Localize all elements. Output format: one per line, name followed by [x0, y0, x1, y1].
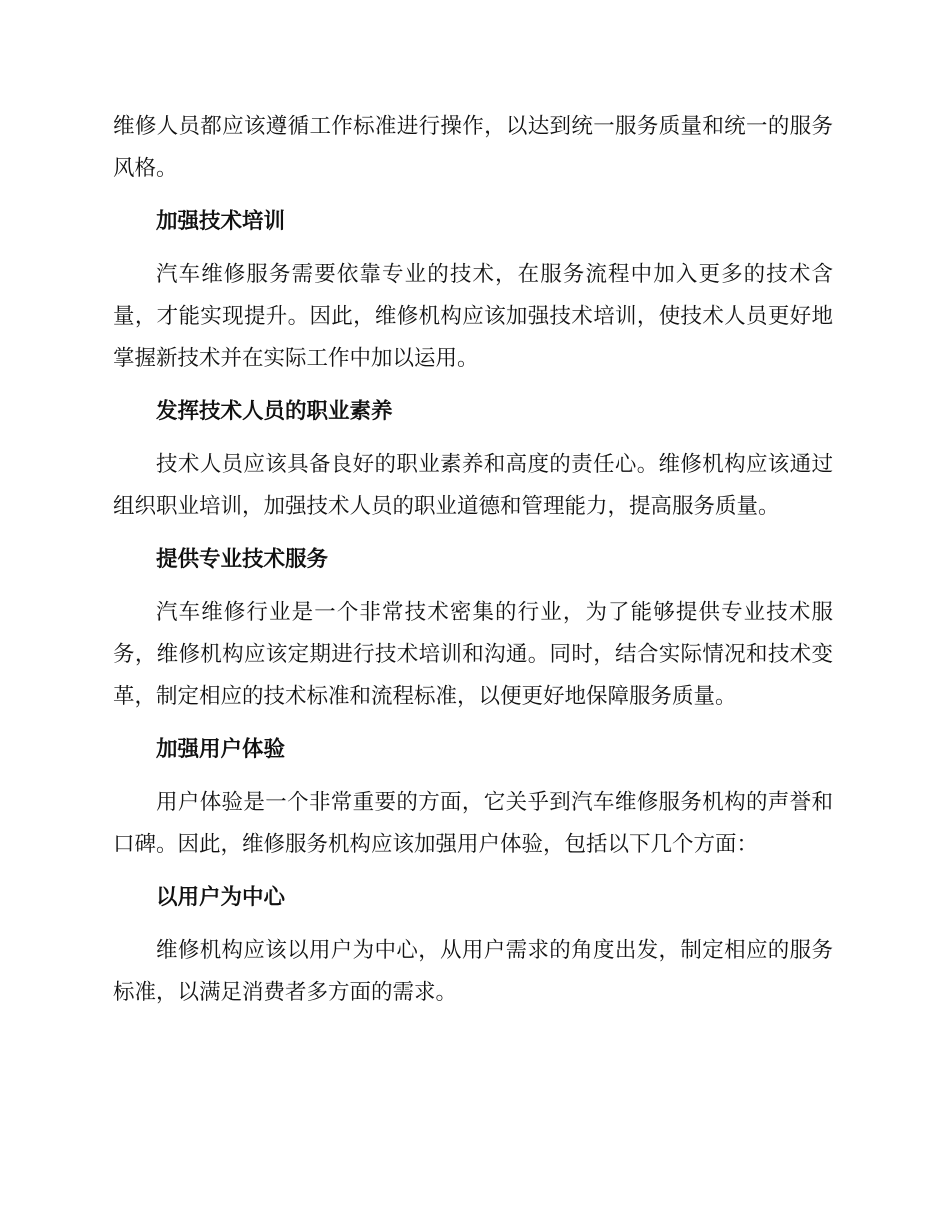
paragraph-professional-quality: 技术人员应该具备良好的职业素养和高度的责任心。维修机构应该通过组织职业培训，加强技术人员的职业道德和管理能力，提高服务质量。 — [113, 452, 833, 519]
heading-technical-training: 加强技术培训 — [156, 209, 286, 234]
paragraph-user-experience: 用户体验是一个非常重要的方面，它关乎到汽车维修服务机构的声誉和口碑。因此，维修服务机构应该加强用户体验，包括以下几个方面： — [113, 790, 833, 857]
paragraph-technical-training: 汽车维修服务需要依靠专业的技术，在服务流程中加入更多的技术含量，才能实现提升。因此，维修机构应该加强技术培训，使技术人员更好地掌握新技术并在实际工作中加以运用。 — [113, 262, 833, 371]
paragraph-user-centered: 维修机构应该以用户为中心，从用户需求的角度出发，制定相应的服务标准，以满足消费者多方面的需求。 — [113, 938, 833, 1005]
heading-user-experience: 加强用户体验 — [156, 737, 286, 762]
document-body — [113, 106, 833, 1014]
heading-professional-service: 提供专业技术服务 — [156, 547, 329, 572]
paragraph-professional-service: 汽车维修行业是一个非常技术密集的行业，为了能够提供专业技术服务，维修机构应该定期进行技术培训和沟通。同时，结合实际情况和技术变革，制定相应的技术标准和流程标准，以便更好地保障服务质量。 — [113, 600, 833, 709]
paragraph-service-standard: 维修人员都应该遵循工作标准进行操作，以达到统一服务质量和统一的服务风格。 — [113, 114, 833, 181]
heading-professional-quality: 发挥技术人员的职业素养 — [156, 399, 393, 424]
heading-user-centered: 以用户为中心 — [156, 885, 286, 910]
